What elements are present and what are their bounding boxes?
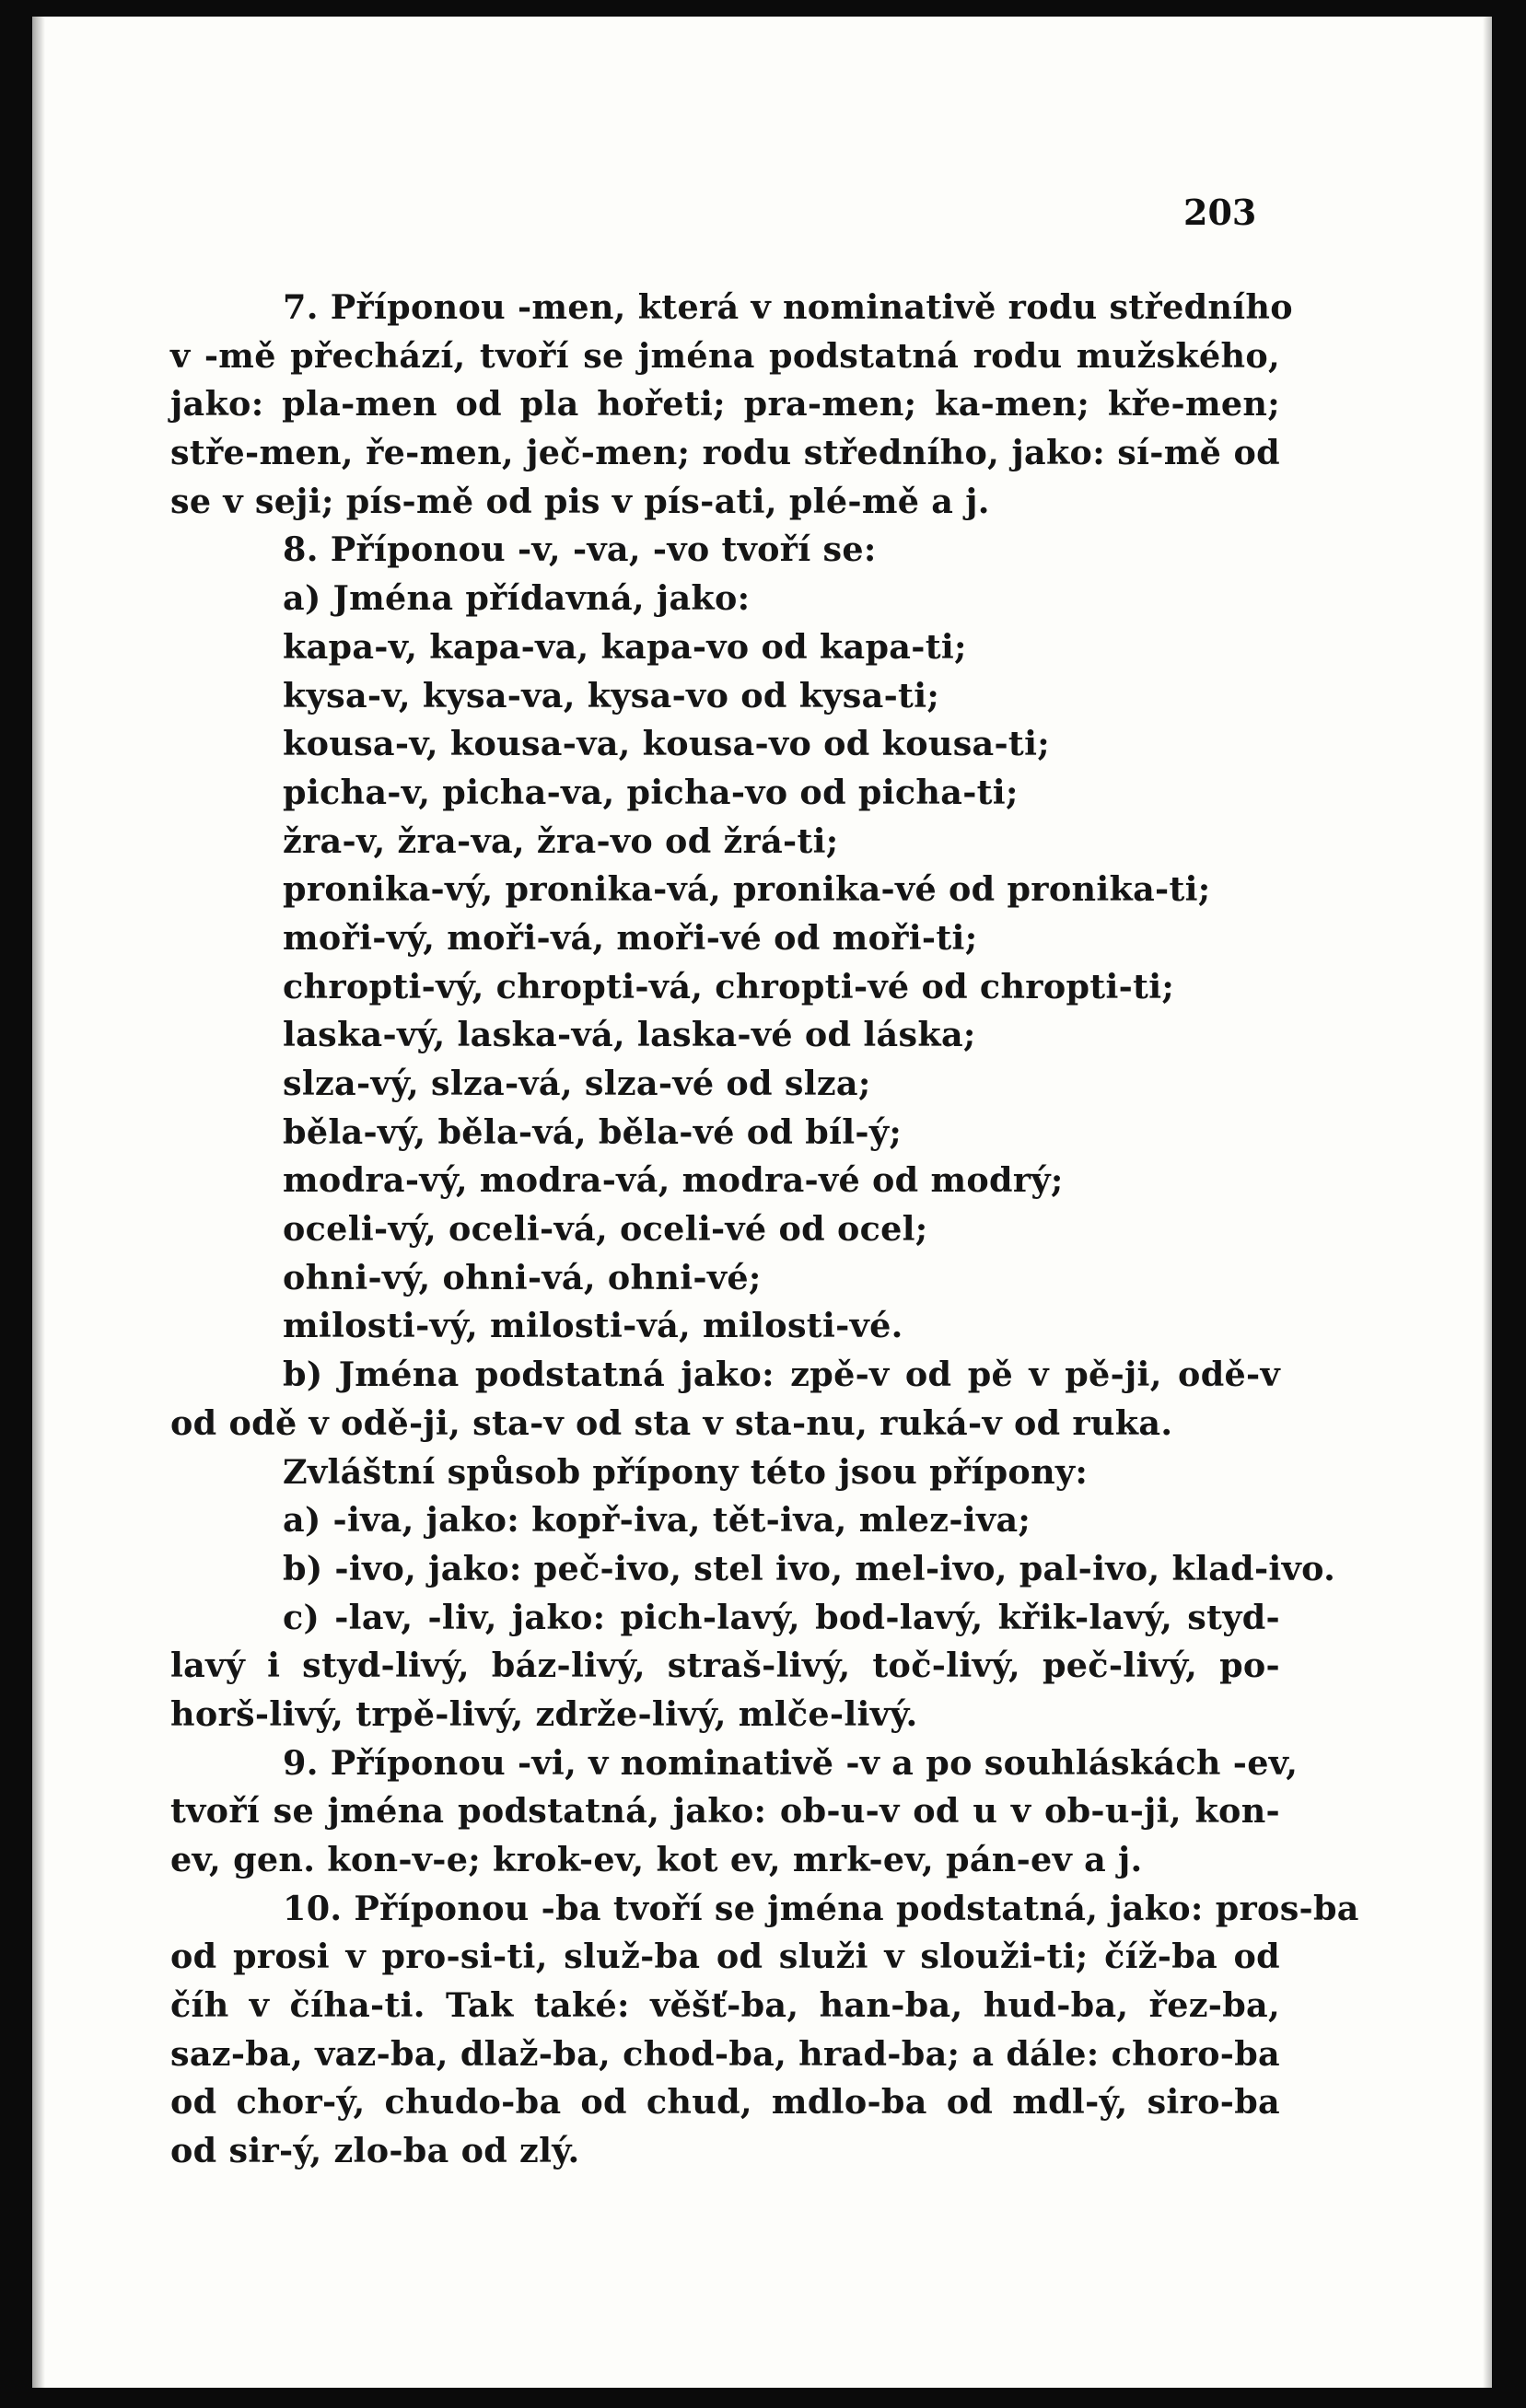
text-line: pronika-vý, pronika-vá, pronika-vé od pronika-ti; [283, 869, 1211, 910]
text-line: stře-men, ře-men, ječ-men; rodu středního, jako: sí-mě od [170, 433, 1280, 473]
text-line: a) -iva, jako: kopř-iva, tět-iva, mlez-iva; [283, 1500, 1031, 1541]
text-line: milosti-vý, milosti-vá, milosti-vé. [283, 1306, 903, 1346]
text-line: a) Jména přídavná, jako: [283, 578, 751, 619]
page-edge-shadow [32, 17, 45, 2388]
text-line: ev, gen. kon-v-e; krok-ev, kot ev, mrk-ev, pán-ev a j. [170, 1840, 1143, 1879]
page-number: 203 [1183, 192, 1257, 233]
text-line: 10. Příponou -ba tvoří se jména podstatná, jako: pros-ba [283, 1888, 1359, 1928]
text-line: Zvláštní spůsob přípony této jsou přípony: [283, 1451, 1089, 1492]
text-line: lavý i styd-livý, báz-livý, straš-livý, toč-livý, peč-livý, po- [170, 1646, 1280, 1686]
text-line: běla-vý, běla-vá, běla-vé od bíl-ý; [283, 1111, 903, 1152]
text-line: kapa-v, kapa-va, kapa-vo od kapa-ti; [283, 626, 967, 667]
text-line: 8. Příponou -v, -va, -vo tvoří se: [283, 529, 877, 570]
text-line: od prosi v pro-si-ti, služ-ba od služi v slouži-ti; číž-ba od [170, 1937, 1280, 1977]
text-line: ohni-vý, ohni-vá, ohni-vé; [283, 1257, 762, 1297]
text-line: 7. Příponou -men, která v nominativě rodu středního [283, 287, 1293, 327]
text-line: kousa-v, kousa-va, kousa-vo od kousa-ti; [283, 724, 1051, 764]
text-line: moři-vý, moři-vá, moři-vé od moři-ti; [283, 917, 978, 958]
book-page [32, 17, 1492, 2388]
text-line: od odě v odě-ji, sta-v od sta v sta-nu, ruká-v od ruka. [170, 1402, 1173, 1443]
text-line: číh v číha-ti. Tak také: věšť-ba, han-ba, hud-ba, řez-ba, [170, 1985, 1280, 2026]
text-line: kysa-v, kysa-va, kysa-vo od kysa-ti; [283, 675, 940, 715]
text-line: slza-vý, slza-vá, slza-vé od slza; [283, 1064, 871, 1103]
text-line: žra-v, žra-va, žra-vo od žrá-ti; [283, 820, 839, 861]
text-line: chropti-vý, chropti-vá, chropti-vé od chropti-ti; [283, 966, 1175, 1006]
text-line: picha-v, picha-va, picha-vo od picha-ti; [283, 772, 1019, 812]
text-line: laska-vý, laska-vá, laska-vé od láska; [283, 1015, 976, 1055]
text-line: od chor-ý, chudo-ba od chud, mdlo-ba od mdl-ý, siro-ba [170, 2082, 1280, 2123]
body-text [170, 284, 1359, 2176]
text-line: c) -lav, -liv, jako: pich-lavý, bod-lavý, křik-lavý, styd- [283, 1597, 1280, 1637]
text-line: tvoří se jména podstatná, jako: ob-u-v od u v ob-u-ji, kon- [170, 1791, 1280, 1832]
text-line: b) -ivo, jako: peč-ivo, stel ivo, mel-ivo, pal-ivo, klad-ivo. [283, 1548, 1336, 1588]
page-edge-shadow-right [1483, 17, 1492, 2388]
text-line: saz-ba, vaz-ba, dlaž-ba, chod-ba, hrad-ba; a dále: choro-ba [170, 2033, 1280, 2074]
text-line: modra-vý, modra-vá, modra-vé od modrý; [283, 1160, 1064, 1201]
text-line: horš-livý, trpě-livý, zdrže-livý, mlče-livý. [170, 1693, 918, 1734]
text-line: v -mě přechází, tvoří se jména podstatná rodu mužského, [170, 335, 1280, 376]
text-line: se v seji; pís-mě od pis v pís-ati, plé-mě a j. [170, 481, 990, 521]
text-line: b) Jména podstatná jako: zpě-v od pě v pě-ji, odě-v [283, 1355, 1280, 1395]
text-line: 9. Příponou -vi, v nominativě -v a po souhláskách -ev, [283, 1742, 1299, 1783]
text-line: jako: pla-men od pla hořeti; pra-men; ka-men; kře-men; [170, 384, 1280, 425]
text-line: od sir-ý, zlo-ba od zlý. [170, 2131, 580, 2171]
text-line: oceli-vý, oceli-vá, oceli-vé od ocel; [283, 1209, 928, 1250]
